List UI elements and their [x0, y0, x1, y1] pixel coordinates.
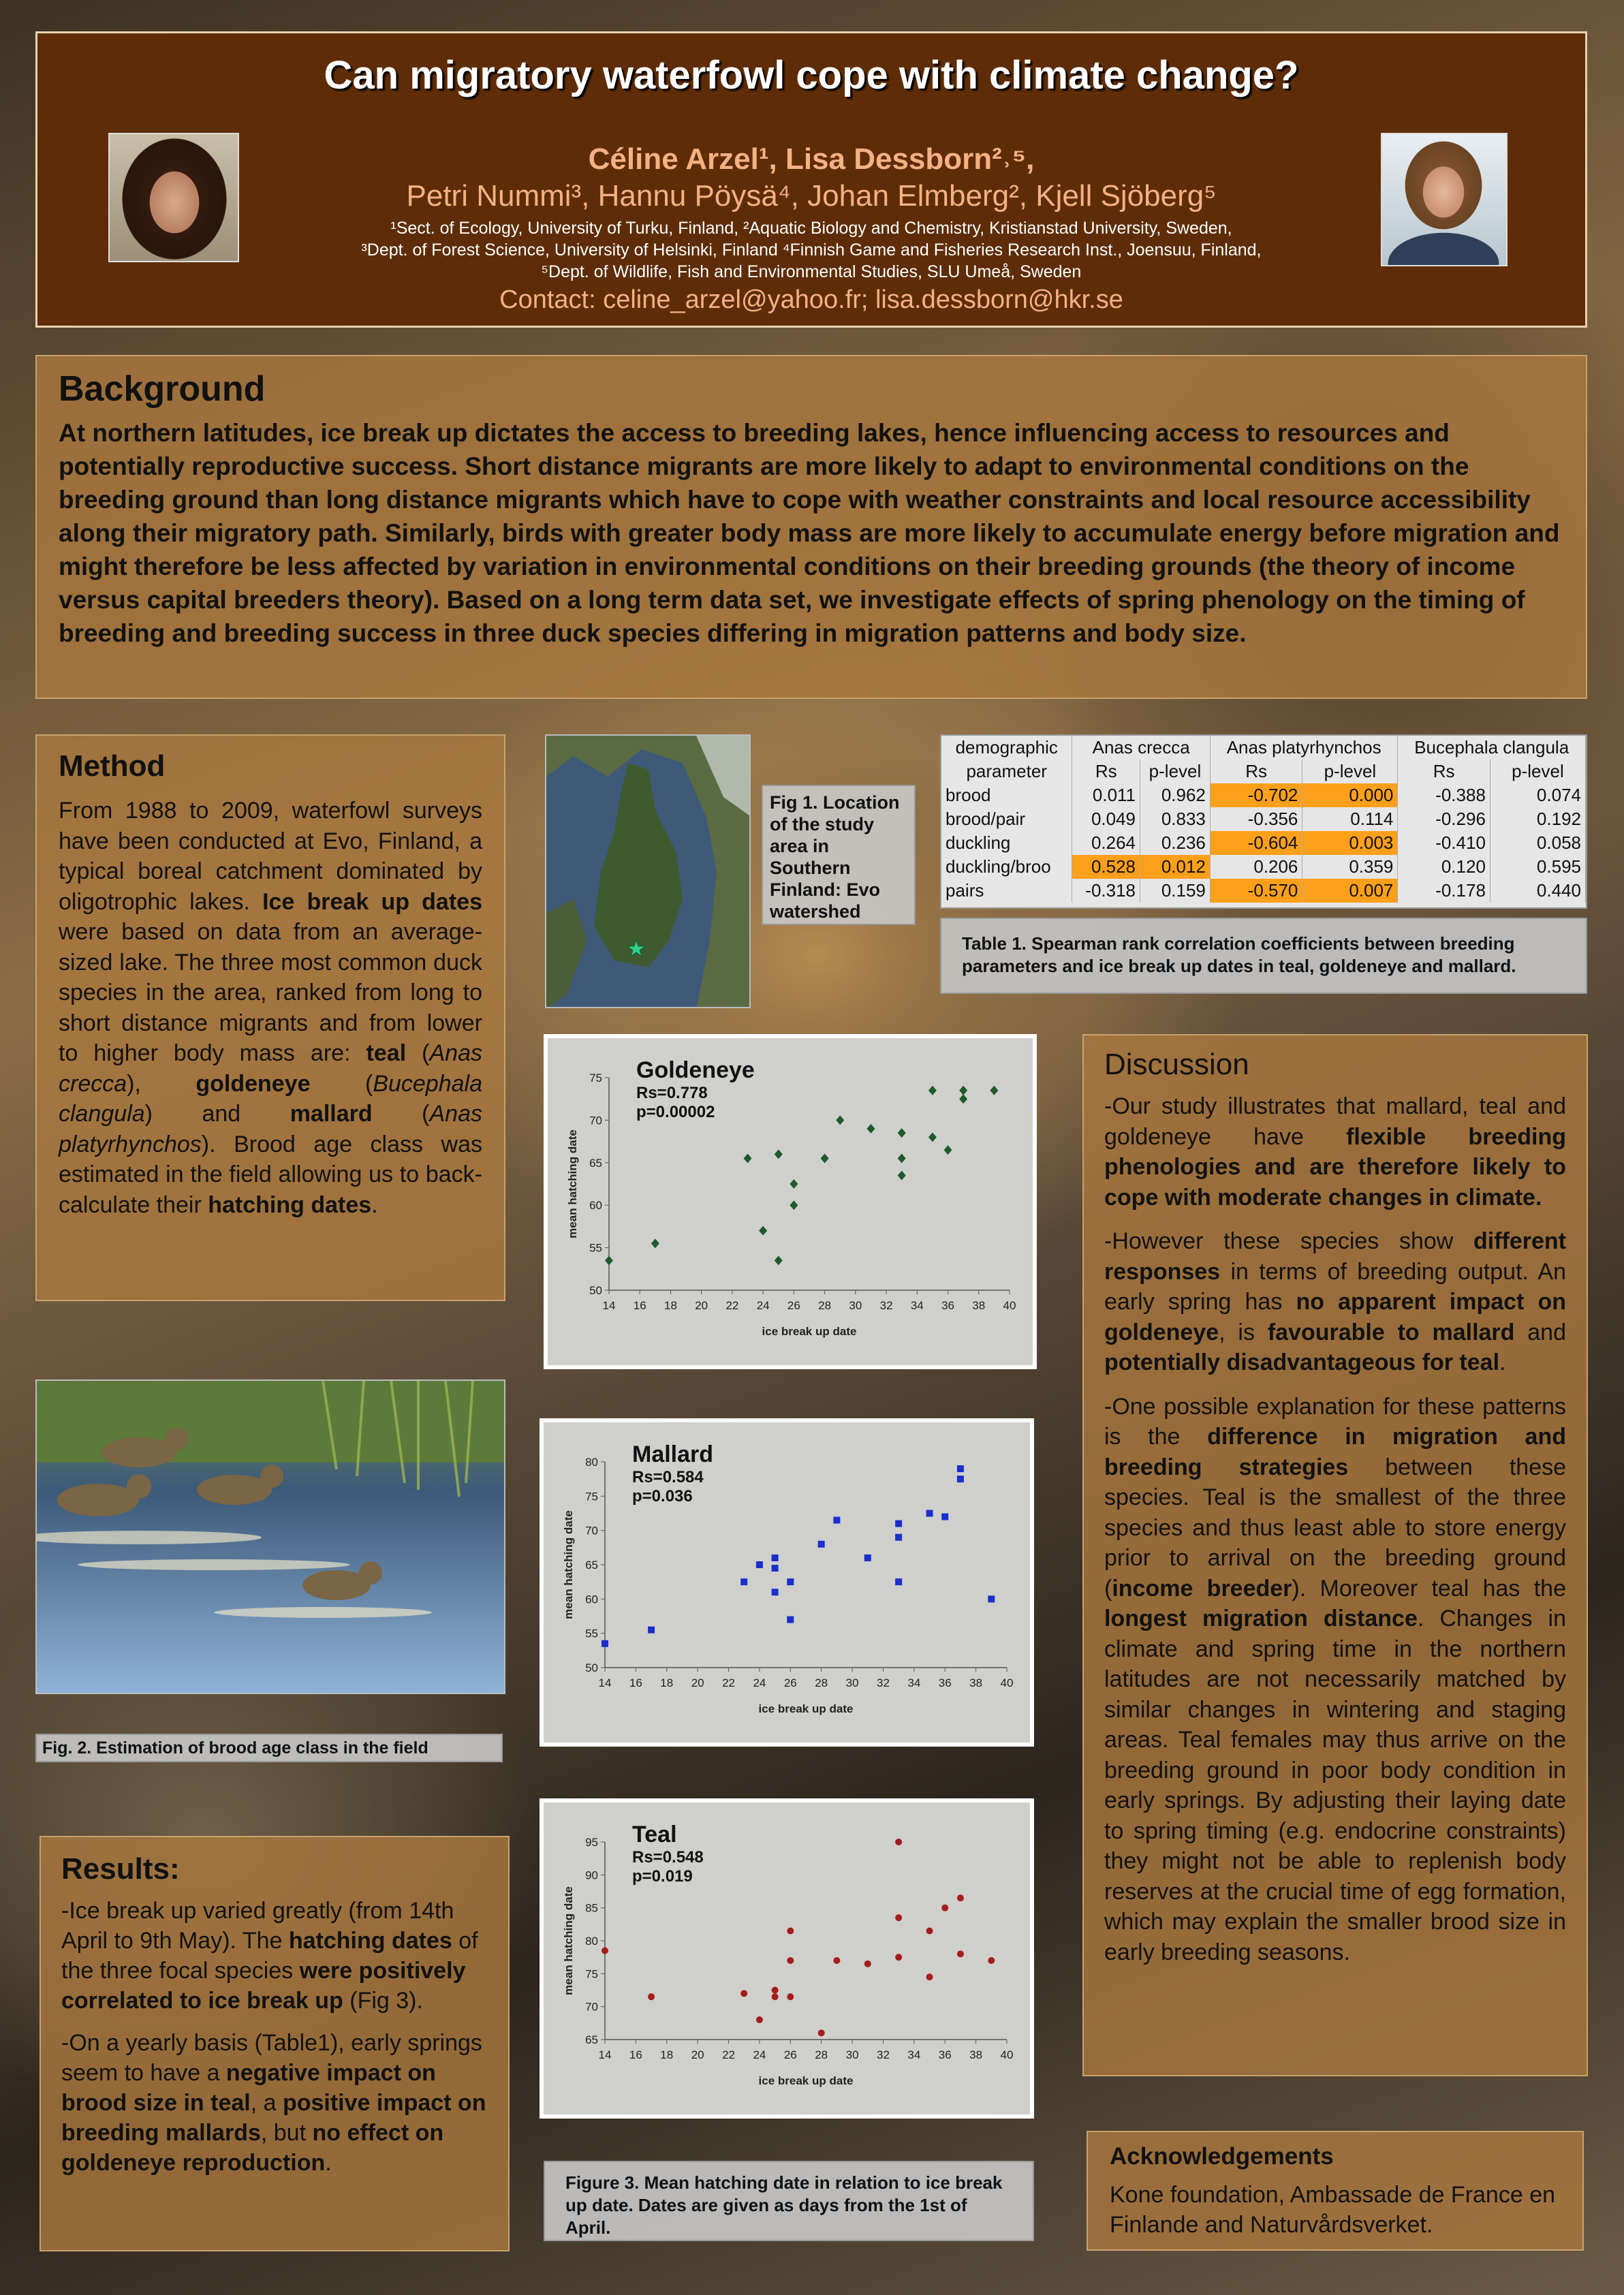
data-point: [957, 1950, 964, 1957]
table-header-param: demographic: [941, 736, 1072, 760]
data-point: [898, 1171, 906, 1181]
x-tick-label: 24: [756, 1299, 770, 1312]
x-tick-label: 16: [629, 1676, 642, 1689]
data-point: [787, 1928, 794, 1935]
data-point: [790, 1200, 798, 1210]
x-tick-label: 20: [695, 1299, 708, 1312]
chart-p-label: p=0.036: [632, 1487, 693, 1505]
y-axis-label: mean hatching date: [562, 1510, 575, 1619]
x-tick-label: 34: [907, 2048, 921, 2061]
data-point: [944, 1145, 952, 1155]
table-row: brood 0.011 0.962 -0.702 0.000 -0.388 0.074: [941, 783, 1586, 807]
x-tick-label: 30: [845, 1676, 859, 1689]
x-tick-label: 38: [969, 1676, 983, 1689]
data-point: [990, 1086, 998, 1095]
y-tick-label: 75: [585, 1490, 598, 1503]
data-point: [787, 1993, 794, 2000]
data-point: [775, 1255, 783, 1265]
y-tick-label: 55: [589, 1241, 602, 1255]
data-point: [988, 1595, 995, 1602]
data-point: [895, 1839, 902, 1845]
table-row: pairs -0.318 0.159 -0.570 0.007 -0.178 0.440: [941, 879, 1586, 903]
data-point: [772, 1565, 779, 1572]
data-point: [648, 1993, 655, 2000]
affiliation-line-1: ¹Sect. of Ecology, University of Turku, Finland, ²Aquatic Biology and Chemistry, Kristianstad University, Sweden,: [390, 219, 1232, 238]
data-point: [744, 1154, 752, 1164]
discussion-paragraph-2: -However these species show different responses in terms of breeding output. An early spring has no apparent impact on goldeneye, is favourable to mallard and potentially disadvantageous for teal.: [1104, 1228, 1566, 1375]
x-tick-label: 38: [972, 1299, 986, 1312]
x-tick-label: 40: [1000, 2048, 1014, 2061]
fig1-caption: Fig 1. Location of the study area in Southern Finland: Evo watershed: [762, 785, 916, 925]
data-point: [772, 1987, 779, 1994]
y-tick-label: 65: [585, 2033, 598, 2046]
table-subheader: p-level: [1302, 760, 1398, 783]
table-subheader: Rs: [1072, 760, 1140, 783]
results-paragraph-1: -Ice break up varied greatly (from 14th April to 9th May). The hatching dates of the three focal species were positively correlated to ice break up (Fig 3).: [61, 1898, 478, 2014]
data-point: [602, 1948, 608, 1954]
data-point: [864, 1961, 871, 1967]
data-point: [864, 1555, 871, 1561]
y-tick-label: 70: [589, 1114, 602, 1127]
x-tick-label: 20: [691, 1676, 704, 1689]
goldeneye-chart: [544, 1034, 1037, 1369]
x-tick-label: 32: [877, 2048, 890, 2061]
data-point: [787, 1617, 794, 1623]
data-point: [818, 1541, 825, 1548]
chart-p-label: p=0.019: [632, 1867, 693, 1886]
chart-rs-label: Rs=0.548: [632, 1848, 704, 1867]
data-point: [941, 1514, 948, 1520]
data-point: [787, 1578, 794, 1585]
y-tick-label: 50: [589, 1284, 602, 1297]
x-tick-label: 18: [660, 2048, 674, 2061]
chart-rs-label: Rs=0.778: [636, 1084, 708, 1102]
data-point: [740, 1990, 747, 1997]
data-point: [648, 1627, 655, 1634]
table-row: brood/pair 0.049 0.833 -0.356 0.114 -0.296 0.192: [941, 807, 1586, 831]
data-point: [836, 1115, 844, 1125]
ducklings-photo-image: [37, 1381, 505, 1694]
data-point: [651, 1238, 659, 1248]
x-tick-label: 30: [849, 1299, 862, 1312]
x-tick-label: 16: [629, 2048, 642, 2061]
discussion-heading: Discussion: [1104, 1048, 1249, 1081]
results-paragraph-2: -On a yearly basis (Table1), early springs seem to have a negative impact on brood size in teal, a positive impact on breeding mallards, but no effect on goldeneye reproduction.: [61, 2030, 486, 2176]
x-tick-label: 36: [938, 1676, 952, 1689]
method-text: From 1988 to 2009, waterfowl surveys have been conducted at Evo, Finland, a typical boreal catchment dominated by oligotrophic lakes. Ice break up dates were based on data from an average-sized lake. The three most common duck species in the area, ranked from long to short distance migrants and from lower to higher body mass are: teal (Anas crecca), goldeneye (Bucephala clangula) and mallard (Anas platyrhynchos). Brood age class was estimated in the field allowing us to back- calculate their hatching dates.: [59, 798, 482, 1218]
table-row: duckling/broo 0.528 0.012 0.206 0.359 0.120 0.595: [941, 855, 1586, 879]
x-tick-label: 14: [598, 1676, 612, 1689]
data-point: [772, 1589, 779, 1595]
data-point: [898, 1154, 906, 1164]
table-header-species: Anas platyrhynchos: [1210, 736, 1397, 760]
data-point: [759, 1226, 767, 1236]
x-tick-label: 28: [815, 1676, 828, 1689]
x-axis-label: ice break up date: [758, 2074, 854, 2087]
x-tick-label: 18: [664, 1299, 677, 1312]
data-point: [833, 1517, 840, 1524]
results-heading: Results:: [61, 1852, 180, 1886]
table-header-species: Bucephala clangula: [1398, 736, 1586, 760]
table-row: duckling 0.264 0.236 -0.604 0.003 -0.410 0.058: [941, 831, 1586, 855]
data-point: [959, 1086, 967, 1095]
chart-svg: [544, 1422, 1030, 1743]
affiliation-line-2: ³Dept. of Forest Science, University of Helsinki, Finland ⁴Finnish Game and Fisheries Research Inst., Joensuu, Finland,: [361, 240, 1262, 260]
ducklings-photo: [35, 1379, 505, 1694]
authors-line-1: Céline Arzel¹, Lisa Dessborn²˒⁵,: [588, 142, 1035, 176]
data-point: [895, 1520, 902, 1527]
y-tick-label: 80: [585, 1935, 598, 1948]
chart-p-label: p=0.00002: [636, 1103, 715, 1121]
acknowledgements-heading: Acknowledgements: [1110, 2143, 1334, 2170]
results-panel: [40, 1836, 510, 2251]
data-point: [772, 1555, 779, 1561]
x-tick-label: 32: [877, 1676, 890, 1689]
data-point: [895, 1954, 902, 1961]
finland-satellite-map: [546, 736, 751, 1008]
table-subheader: p-level: [1140, 760, 1211, 783]
data-point: [926, 1928, 933, 1935]
y-tick-label: 85: [585, 1901, 598, 1915]
x-tick-label: 36: [938, 2048, 952, 2061]
chart-title: Mallard: [632, 1441, 714, 1467]
x-tick-label: 14: [598, 2048, 612, 2061]
acknowledgements-text: Kone foundation, Ambassade de France en Finlande and Naturvårdsverket.: [1110, 2182, 1556, 2238]
x-tick-label: 28: [815, 2048, 828, 2061]
x-tick-label: 38: [969, 2048, 983, 2061]
data-point: [602, 1640, 608, 1647]
discussion-text: [1104, 1091, 1566, 1967]
data-point: [959, 1094, 967, 1104]
y-axis-label: mean hatching date: [562, 1886, 575, 1995]
data-point: [787, 1957, 794, 1964]
data-point: [957, 1476, 964, 1482]
x-tick-label: 16: [633, 1299, 646, 1312]
data-point: [833, 1957, 840, 1964]
y-tick-label: 50: [585, 1661, 598, 1674]
y-tick-label: 70: [585, 2000, 598, 2014]
x-tick-label: 28: [818, 1299, 832, 1312]
data-point: [756, 1561, 763, 1568]
x-tick-label: 14: [602, 1299, 616, 1312]
discussion-paragraph-3: -One possible explanation for these patterns is the difference in migration and breeding strategies between these species. Teal is the smallest of the three species and thus least able to store energy prior to arrival on the breeding ground (income breeder). Moreover teal has the longest migration distance. Changes in climate and spring time in the northern latitudes are not necessarily matched by similar changes in wintering and staging areas. Teal females may thus arrive on the breeding ground in poor body condition in early springs. By adjusting their laying date to spring timing (e.g. endocrine constraints) they might not be able to replenish body reserves at the crucial time of egg formation, which may explain the smaller brood size in early breeding seasons.: [1104, 1393, 1567, 1965]
chart-title: Teal: [632, 1822, 677, 1847]
data-point: [957, 1465, 964, 1472]
y-tick-label: 70: [585, 1524, 598, 1537]
data-point: [926, 1973, 933, 1980]
data-point: [605, 1255, 613, 1265]
mallard-chart: [540, 1418, 1034, 1747]
x-tick-label: 18: [660, 1676, 674, 1689]
affiliation-line-3: ⁵Dept. of Wildlife, Fish and Environmental Studies, SLU Umeå, Sweden: [541, 262, 1082, 281]
y-tick-label: 65: [589, 1156, 602, 1170]
method-panel: [35, 734, 505, 1301]
y-tick-label: 90: [585, 1869, 598, 1882]
data-point: [740, 1578, 747, 1585]
x-tick-label: 20: [691, 2048, 704, 2061]
teal-chart: [540, 1798, 1034, 2119]
data-point: [988, 1957, 995, 1964]
data-point: [821, 1154, 829, 1164]
x-tick-label: 22: [722, 1676, 735, 1689]
x-tick-label: 26: [783, 2048, 797, 2061]
chart-svg: [544, 1802, 1030, 2114]
table1-container: [940, 734, 1587, 909]
y-tick-label: 60: [585, 1593, 598, 1606]
background-heading: Background: [59, 369, 266, 409]
table-header-param: parameter: [941, 760, 1072, 783]
x-axis-label: ice break up date: [758, 1702, 854, 1715]
poster-header: [35, 31, 1587, 328]
data-point: [898, 1128, 906, 1138]
background-panel: [35, 355, 1587, 699]
chart-rs-label: Rs=0.584: [632, 1468, 704, 1486]
data-point: [895, 1578, 902, 1585]
data-point: [941, 1905, 948, 1911]
table1-caption: Table 1. Spearman rank correlation coefficients between breeding parameters and ice break up dates in teal, goldeneye and mallard.: [940, 918, 1587, 994]
y-tick-label: 80: [585, 1456, 598, 1469]
chart-svg: [548, 1038, 1033, 1365]
data-point: [928, 1132, 937, 1142]
x-tick-label: 22: [722, 2048, 735, 2061]
x-tick-label: 36: [941, 1299, 954, 1312]
data-point: [866, 1124, 875, 1134]
method-heading: Method: [59, 749, 166, 783]
data-point: [895, 1914, 902, 1921]
data-point: [926, 1510, 933, 1517]
data-point: [818, 2029, 825, 2036]
y-tick-label: 75: [585, 1967, 598, 1981]
table-subheader: p-level: [1490, 760, 1585, 783]
data-point: [772, 1993, 779, 2000]
x-tick-label: 30: [845, 2048, 859, 2061]
discussion-paragraph-1: -Our study illustrates that mallard, teal and goldeneye have flexible breeding phenologies and are therefore likely to cope with moderate changes in climate.: [1104, 1093, 1566, 1211]
x-axis-label: ice break up date: [762, 1325, 857, 1338]
x-tick-label: 24: [753, 1676, 766, 1689]
contact-line: Contact: celine_arzel@yahoo.fr; lisa.dessborn@hkr.se: [499, 285, 1123, 314]
fig3-caption: Figure 3. Mean hatching date in relation to ice break up date. Dates are given as days from the 1st of April.: [544, 2161, 1034, 2241]
x-tick-label: 26: [787, 1299, 800, 1312]
x-tick-label: 24: [753, 2048, 766, 2061]
chart-title: Goldeneye: [636, 1057, 755, 1083]
x-tick-label: 34: [907, 1676, 921, 1689]
poster-title: Can migratory waterfowl cope with climate change?: [324, 53, 1299, 97]
y-tick-label: 55: [585, 1627, 598, 1640]
x-tick-label: 40: [1003, 1299, 1016, 1312]
data-point: [756, 2016, 763, 2023]
fig2-caption: Fig. 2. Estimation of brood age class in the field: [35, 1734, 503, 1762]
table-subheader: Rs: [1210, 760, 1302, 783]
table-header-species: Anas crecca: [1072, 736, 1210, 760]
data-point: [928, 1086, 937, 1095]
acknowledgements-panel: [1087, 2131, 1584, 2251]
x-tick-label: 40: [1000, 1676, 1014, 1689]
data-point: [775, 1149, 783, 1159]
y-tick-label: 75: [589, 1072, 602, 1084]
x-tick-label: 34: [910, 1299, 924, 1312]
correlation-table: [941, 736, 1586, 903]
x-tick-label: 26: [783, 1676, 797, 1689]
background-text: At northern latitudes, ice break up dictates the access to breeding lakes, hence influencing access to resources and potentially reproductive success. Short distance migrants are more likely to adapt to environmental conditions on the breeding ground than long distance migrants which have to cope with weather constraints and local resource accessibility along their migratory path. Similarly, birds with greater body mass are more likely to accumulate energy before migration and might therefore be less affected by variation in environmental conditions on their breeding grounds (the theory of income versus capital breeders theory). Based on a long term data set, we investigate effects of spring phenology on the timing of breeding and breeding success in three duck species differing in migration patterns and body size.: [59, 419, 1560, 647]
y-tick-label: 65: [585, 1559, 598, 1572]
table-subheader: Rs: [1398, 760, 1490, 783]
y-tick-label: 60: [589, 1199, 602, 1213]
study-area-map: [545, 734, 751, 1008]
y-axis-label: mean hatching date: [566, 1129, 579, 1238]
discussion-panel: [1082, 1034, 1588, 2076]
x-tick-label: 32: [879, 1299, 893, 1312]
x-tick-label: 22: [725, 1299, 739, 1312]
authors-line-2: Petri Nummi³, Hannu Pöysä⁴, Johan Elmberg², Kjell Sjöberg⁵: [406, 179, 1217, 213]
data-point: [790, 1179, 798, 1189]
data-point: [957, 1894, 964, 1901]
y-tick-label: 95: [585, 1836, 598, 1849]
data-point: [895, 1534, 902, 1541]
